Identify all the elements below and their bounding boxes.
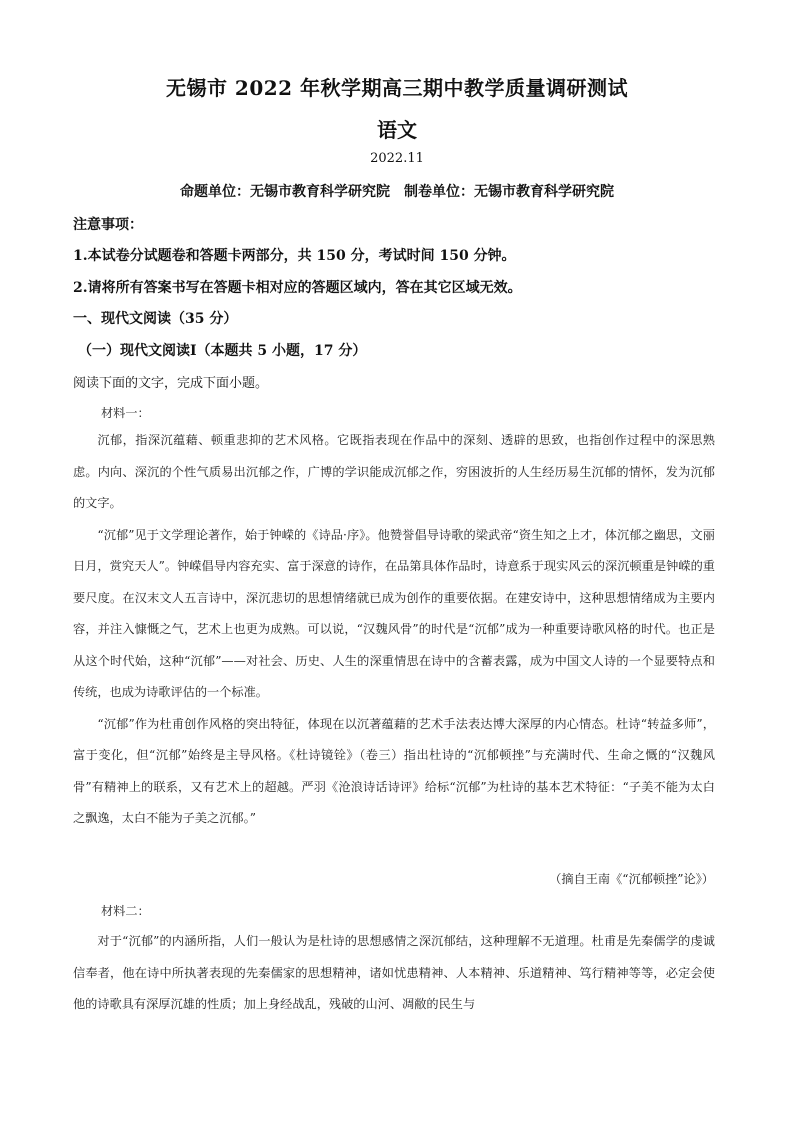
material-1-paragraph-2: “沉郁”见于文学理论著作，始于钟嵘的《诗品·序》。他赞誉倡导诗歌的梁武帝“资生知之上才，体沉郁之幽思，文丽日月，赏究天人”。钟嵘倡导内容充实、富于深意的诗作，在品第具体作品时，诗意系于现实风云的深沉顿重是钟嵘的重要尺度。在汉末文人五言诗中，深沉悲切的思想情绪就已成为创作的重要依据。在建安诗中，这种思想情绪成为主要内容，并注入慷慨之气，艺术上也更为成熟。可以说，“汉魏风骨”的时代是“沉郁”成为一种重要诗歌风格的时代。也正是从这个时代始，这种“沉郁”——对社会、历史、人生的深重情思在诗中的含蓄表露，成为中国文人诗的一个显要特点和传统，也成为诗歌评估的一个标准。 bbox=[73, 527, 715, 699]
material-1-paragraph-3: “沉郁”作为杜甫创作风格的突出特征，体现在以沉著蕴藉的艺术手法表达博大深厚的内心情态。杜诗“转益多师”，富于变化，但“沉郁”始终是主导风格。《杜诗镜铨》（卷三）指出杜诗的“沉郁顿挫”与充满时代、生命之慨的“汉魏风骨”有精神上的联系，又有艺术上的超越。严羽《沧浪诗话诗评》给标“沉郁”为杜诗的基本艺术特征：“子美不能为太白之飘逸，太白不能为子美之沉郁。” bbox=[73, 716, 715, 825]
material-1-text bbox=[73, 425, 715, 835]
material-2-paragraph-1: 对于“沉郁”的内涵所指，人们一般认为是杜诗的思想感情之深沉郁结，这种理解不无道理。杜甫是先秦儒学的虔诚信奉者，他在诗中所执著表现的先秦儒家的思想精神，诸如忧患精神、人本精神、乐道精神、笃行精神等等，必定会使他的诗歌具有深厚沉雄的性质；加上身经战乱，残破的山河、凋敝的民生与 bbox=[73, 934, 715, 1011]
material-1-paragraph-1: 沉郁，指深沉蕴藉、顿重悲抑的艺术风格。它既指表现在作品中的深刻、透辟的思致，也指创作过程中的深思熟虑。内向、深沉的个性气质易出沉郁之作，广博的学识能成沉郁之作，穷困波折的人生经历易生沉郁的情怀，发为沉郁的文字。 bbox=[73, 433, 715, 510]
material-1-source: （摘自王南《“沉郁顿挫”论》） bbox=[549, 872, 714, 886]
section-heading: 一、现代文阅读（35 分） bbox=[73, 311, 238, 327]
exam-date: 2022.11 bbox=[370, 151, 424, 166]
material-2-label: 材料二： bbox=[101, 904, 150, 918]
sub-section-heading: （一）现代文阅读Ⅰ（本题共 5 小题，17 分） bbox=[78, 343, 367, 359]
notes-item-2: 2.请将所有答案书写在答题卡相对应的答题区域内，答在其它区域无效。 bbox=[73, 280, 522, 296]
material-1-label: 材料一： bbox=[101, 406, 150, 420]
notes-item-1: 1.本试卷分试题卷和答题卡两部分，共 150 分，考试时间 150 分钟。 bbox=[73, 248, 516, 264]
exam-title: 无锡市 2022 年秋学期高三期中教学质量调研测试 bbox=[165, 76, 629, 100]
material-2-text bbox=[73, 926, 715, 1021]
subject-title: 语文 bbox=[377, 118, 417, 142]
reading-instruction: 阅读下面的文字，完成下面小题。 bbox=[73, 376, 269, 391]
issuing-units: 命题单位：无锡市教育科学研究院 制卷单位：无锡市教育科学研究院 bbox=[180, 184, 614, 200]
notes-heading: 注意事项： bbox=[73, 217, 143, 233]
